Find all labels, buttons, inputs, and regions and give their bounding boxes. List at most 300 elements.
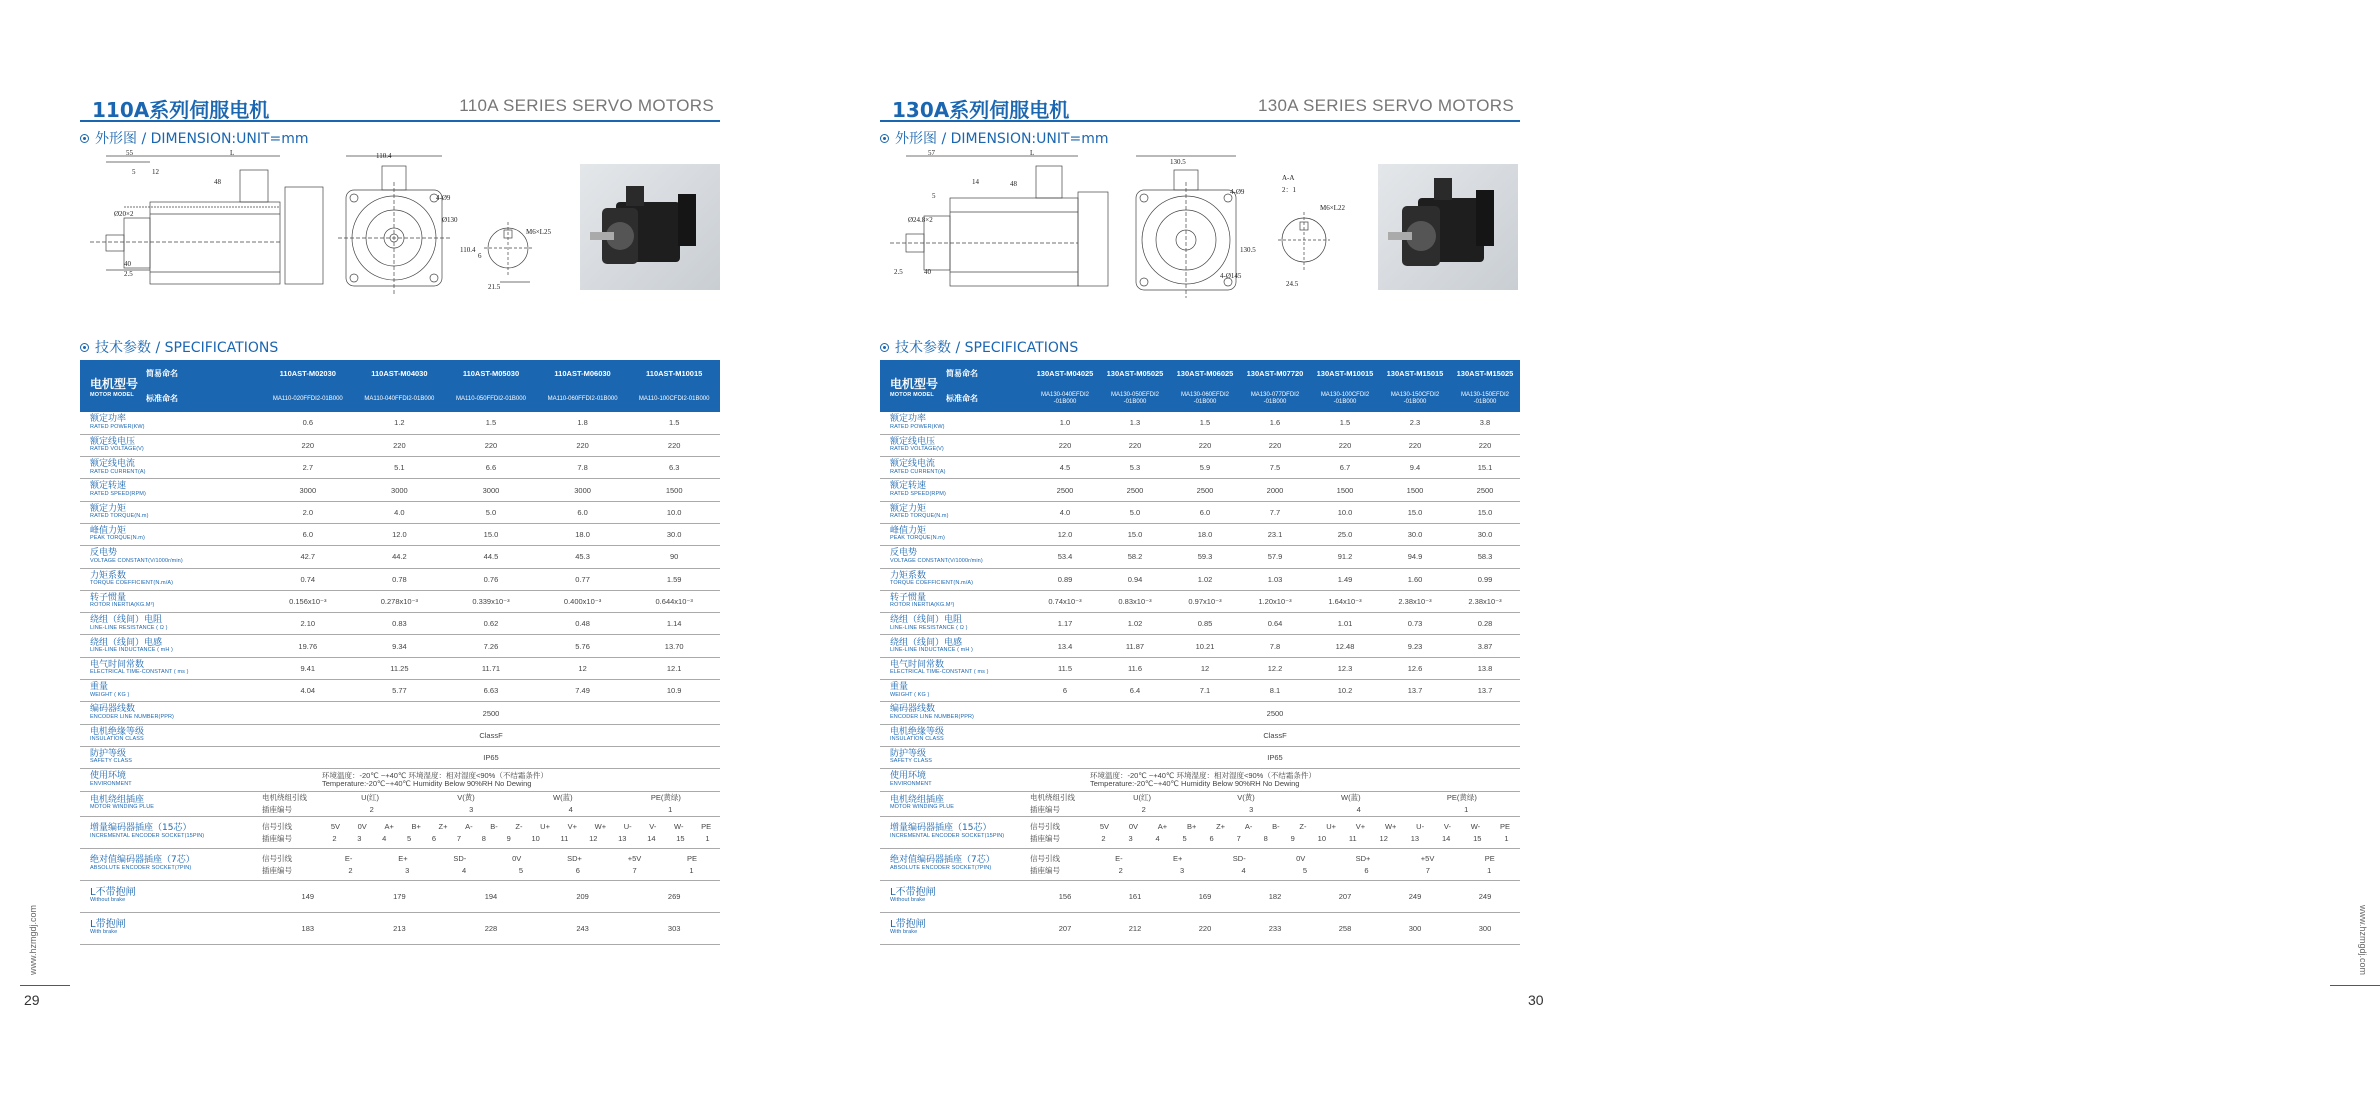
param-name-cn: 电气时间常数 [90, 659, 145, 670]
model-std [1240, 386, 1310, 412]
spec-value: 94.9 [1380, 546, 1450, 568]
pin-value: 4 [1356, 805, 1361, 815]
dim-label: 5 [132, 168, 136, 176]
pin-label: 电机绕组引线 [262, 793, 307, 803]
spec-row [80, 746, 720, 768]
dim-label: 4-Ø9 [436, 194, 451, 202]
pin-value: SD+ [567, 853, 582, 863]
spec-value: 3.87 [1450, 635, 1520, 657]
left-page [0, 0, 800, 1093]
param-name-en: ABSOLUTE ENCODER SOCKET(7PIN) [890, 864, 992, 871]
pin-value: 13 [618, 833, 627, 843]
param-name [80, 702, 262, 724]
pin-value: SD- [1232, 853, 1246, 863]
bullet-icon [880, 134, 889, 143]
pin-value: U+ [540, 821, 550, 831]
model-std-line: -01B000 [1263, 399, 1287, 405]
spec-value: 12.3 [1310, 657, 1380, 679]
spec-table-left [80, 360, 720, 945]
page-number: 29 [24, 992, 40, 1008]
pin-row [880, 791, 1520, 816]
pin-value: 8 [481, 833, 486, 843]
page-header [80, 92, 720, 122]
dim-label: 130.5 [1170, 158, 1186, 166]
spec-value: 42.7 [262, 546, 354, 568]
param-name [880, 724, 1030, 746]
pin-value: A+ [1157, 821, 1168, 831]
spec-value: 1.60 [1380, 568, 1450, 590]
spec-heading [880, 337, 1078, 357]
param-name [880, 912, 1030, 944]
param-name-cn: 重量 [90, 682, 109, 693]
dim-label: 110.4 [376, 152, 392, 160]
param-name [80, 434, 262, 456]
pin-row [80, 791, 720, 816]
spec-value: 7.1 [1170, 680, 1240, 702]
dim-label: 40 [924, 268, 931, 276]
spec-value: 2.3 [1380, 412, 1450, 434]
model-short: 130AST-M05025 [1100, 360, 1170, 386]
param-name-cn: 额定力矩 [90, 503, 127, 514]
spec-value: 2500 [1030, 702, 1520, 724]
pin-table [1030, 791, 1520, 816]
pin-label: 信号引线 [262, 821, 292, 831]
pin-row [880, 848, 1520, 880]
pin-value: 1 [668, 805, 673, 815]
pin-label: 电机绕组引线 [1030, 793, 1075, 803]
pin-value: 8 [1263, 833, 1268, 843]
spec-value: 7.49 [537, 680, 629, 702]
spec-value: 0.62 [445, 613, 537, 635]
param-name [80, 912, 262, 944]
spec-value: 11.5 [1030, 657, 1100, 679]
spec-value: 30.0 [628, 523, 720, 545]
dim-label: L [1030, 149, 1035, 157]
pin-value: 2 [369, 805, 374, 815]
pin-value: 2 [1141, 805, 1146, 815]
model-std-line: MA130-060EFDI2 [1180, 391, 1230, 398]
spec-value: 6.0 [537, 501, 629, 523]
spec-value: 53.4 [1030, 546, 1100, 568]
spec-row [880, 523, 1520, 545]
param-name-en: RATED CURRENT(A) [890, 468, 946, 475]
spec-value: 1.49 [1310, 568, 1380, 590]
spec-value: 7.8 [1240, 635, 1310, 657]
spec-row [880, 590, 1520, 612]
spec-value: 1.14 [628, 613, 720, 635]
spec-value: 6.0 [262, 523, 354, 545]
spec-value: 11.71 [445, 657, 537, 679]
pin-value: 6 [431, 833, 437, 843]
pin-value: PE [1484, 853, 1495, 863]
spec-value: 30.0 [1450, 523, 1520, 545]
spec-value: 220 [1170, 434, 1240, 456]
dim-label: Ø130 [442, 216, 458, 224]
model-std [1100, 386, 1170, 412]
param-name-en: LINE-LINE RESISTANCE ( Ω ) [890, 624, 968, 631]
pin-value: 7 [1236, 833, 1241, 843]
pin-value: W(蓝) [1341, 793, 1361, 803]
pin-value: W(蓝) [553, 793, 573, 803]
param-name-cn: 反电势 [90, 548, 118, 559]
pin-table [1030, 816, 1520, 848]
model-std-line: -01B000 [1123, 399, 1147, 405]
pin-value: 10 [531, 833, 540, 843]
pin-value: 3 [405, 865, 410, 875]
length-value: 212 [1100, 912, 1170, 944]
model-short: 130AST-M07720 [1240, 360, 1310, 386]
spec-value: 1.59 [628, 568, 720, 590]
spec-row [880, 657, 1520, 679]
length-value: 233 [1240, 912, 1310, 944]
param-name-en: RATED POWER(KW) [90, 423, 145, 430]
param-name-en: ELECTRICAL TIME-CONSTANT ( ms ) [90, 669, 189, 676]
param-name [880, 880, 1030, 912]
spec-value: 1.3 [1100, 412, 1170, 434]
param-name-cn: 绕组（线间）电感 [890, 637, 963, 648]
length-row [80, 880, 720, 912]
param-name-en: INSULATION CLASS [90, 736, 144, 743]
model-std-line: MA130-050EFDI2 [1110, 391, 1160, 398]
param-name [80, 680, 262, 702]
dim-label: Ø24.8×2 [908, 216, 933, 224]
spec-value: 45.3 [537, 546, 629, 568]
model-std-line: MA130-100CFDI2 [1320, 391, 1370, 398]
spec-value: 0.6 [262, 412, 354, 434]
spec-value: 5.0 [445, 501, 537, 523]
pin-value: 11 [1348, 833, 1357, 843]
model-short: 130AST-M10015 [1310, 360, 1380, 386]
spec-value: IP65 [262, 746, 720, 768]
length-row [880, 912, 1520, 944]
pin-subrow [262, 792, 720, 804]
model-short: 110AST-M10015 [628, 360, 720, 386]
pin-value: +5V [1420, 853, 1435, 863]
pin-label: 信号引线 [1030, 853, 1060, 863]
length-value: 269 [628, 880, 720, 912]
dim-label: 48 [1010, 180, 1017, 188]
spec-value: 220 [1380, 434, 1450, 456]
spec-value: 11.87 [1100, 635, 1170, 657]
param-name [880, 791, 1030, 816]
pin-value: 11 [560, 833, 569, 843]
param-name-cn: L带抱闸 [890, 918, 926, 930]
pin-value: 5 [1302, 865, 1308, 875]
pin-row [80, 816, 720, 848]
pin-value: A- [1244, 821, 1253, 831]
spec-value: 13.7 [1450, 680, 1520, 702]
spec-value: 9.23 [1380, 635, 1450, 657]
spec-value: 25.0 [1310, 523, 1380, 545]
spec-value: 0.74x10⁻³ [1030, 590, 1100, 612]
spec-row [880, 434, 1520, 456]
pin-label: 插座编号 [1030, 833, 1060, 843]
pin-value: 6 [575, 865, 580, 875]
spec-value: 2.38x10⁻³ [1450, 590, 1520, 612]
spec-row [880, 479, 1520, 501]
spec-row [80, 657, 720, 679]
spec-value: 0.76 [445, 568, 537, 590]
model-std: MA110-100CFDI2-01B000 [628, 386, 720, 412]
param-name-en: VOLTAGE CONSTANT(V/1000r/min) [90, 557, 183, 564]
spec-row [80, 680, 720, 702]
page-title: 110A系列伺服电机 [92, 98, 270, 122]
pin-value: 0V [1296, 853, 1306, 863]
spec-row [80, 613, 720, 635]
pin-value: 1 [689, 865, 694, 875]
spec-value: 19.76 [262, 635, 354, 657]
right-page [800, 0, 2368, 1093]
spec-row [80, 546, 720, 568]
spec-value: 5.76 [537, 635, 629, 657]
model-short: 110AST-M05030 [445, 360, 537, 386]
pin-value: Z+ [438, 821, 448, 831]
spec-value: 3.8 [1450, 412, 1520, 434]
length-value: 161 [1100, 880, 1170, 912]
spec-value: 11.25 [354, 657, 446, 679]
param-name-en: ENCODER LINE NUMBER(PPR) [90, 713, 174, 720]
spec-value: 1.6 [1240, 412, 1310, 434]
spec-value: 5.9 [1170, 457, 1240, 479]
param-name [80, 769, 262, 791]
pin-value: 3 [357, 833, 362, 843]
dim-label: A-A [1282, 174, 1295, 182]
param-name [80, 657, 262, 679]
param-name [80, 412, 262, 434]
length-value: 156 [1030, 880, 1100, 912]
param-name-cn: 力矩系数 [90, 570, 127, 581]
spec-value: 1.0 [1030, 412, 1100, 434]
param-name-cn: 绝对值编码器插座（7芯） [890, 855, 995, 866]
pin-value: 5 [407, 833, 412, 843]
param-name-en: LINE-LINE RESISTANCE ( Ω ) [90, 624, 168, 631]
dim-label: L [230, 149, 235, 157]
spec-value: 220 [1100, 434, 1170, 456]
param-name-en: LINE-LINE INDUCTANCE ( mH ) [90, 646, 173, 653]
param-name-cn: L不带抱闸 [90, 886, 136, 898]
pin-label: 插座编号 [262, 865, 292, 875]
param-name [80, 501, 262, 523]
pin-value: E+ [1173, 853, 1183, 863]
spec-value: 4.0 [1030, 501, 1100, 523]
model-short: 130AST-M04025 [1030, 360, 1100, 386]
spec-value: 58.2 [1100, 546, 1170, 568]
model-std: MA110-050FFDI2-01B000 [445, 386, 537, 412]
spec-value: 1.5 [628, 412, 720, 434]
pin-value: 4 [462, 865, 467, 875]
param-name-en: INCREMENTAL ENCODER SOCKET(15PIN) [90, 832, 205, 839]
spec-row [80, 568, 720, 590]
pin-label: 插座编号 [262, 833, 292, 843]
model-std: MA110-060FFDI2-01B000 [537, 386, 629, 412]
param-name-cn: L不带抱闸 [890, 886, 936, 898]
param-name-cn: 额定线电压 [890, 436, 936, 447]
page-number: 30 [1528, 992, 1544, 1008]
param-name-en: WEIGHT ( KG ) [890, 691, 930, 698]
param-name-en: RATED VOLTAGE(V) [90, 446, 144, 453]
param-name-cn: 绕组（线间）电感 [90, 637, 163, 648]
pin-value: 0V [512, 853, 522, 863]
pin-value: 3 [1249, 805, 1254, 815]
spec-value: 12.2 [1240, 657, 1310, 679]
motor-model-en: MOTOR MODEL [90, 391, 134, 398]
pin-subrow [1030, 852, 1520, 864]
model-std: MA110-020FFDI2-01B000 [262, 386, 354, 412]
model-std [1310, 386, 1380, 412]
spec-row [880, 746, 1520, 768]
param-name [80, 613, 262, 635]
length-value: 300 [1380, 912, 1450, 944]
pin-value: V(黄) [1237, 793, 1255, 803]
pin-value: W+ [1384, 821, 1397, 831]
pin-value: 0V [357, 821, 367, 831]
dim-label: M6×L22 [1320, 204, 1345, 212]
spec-row [880, 457, 1520, 479]
pin-value: U(红) [361, 793, 380, 803]
pin-value: 6 [1364, 865, 1369, 875]
param-name [880, 501, 1030, 523]
spec-value: 2500 [1030, 479, 1100, 501]
spec-value: 220 [1030, 434, 1100, 456]
param-name-cn: 使用环境 [890, 771, 927, 782]
model-std [1450, 386, 1520, 412]
spec-value: 10.0 [1310, 501, 1380, 523]
param-name-cn: 额定线电流 [890, 459, 936, 470]
dim-label: 24.5 [1286, 280, 1299, 288]
pin-subrow [1030, 804, 1520, 816]
spec-value: 12.6 [1380, 657, 1450, 679]
spec-value: 0.77 [537, 568, 629, 590]
param-name-en: LINE-LINE INDUCTANCE ( mH ) [890, 646, 973, 653]
spec-rows [80, 412, 720, 944]
pin-value: B- [1272, 821, 1280, 831]
param-name [80, 568, 262, 590]
spec-value: 10.0 [628, 501, 720, 523]
pin-row [880, 816, 1520, 848]
length-value: 213 [354, 912, 446, 944]
motor-model-cn: 电机型号 [890, 376, 939, 391]
length-value: 182 [1240, 880, 1310, 912]
model-short: 110AST-M04030 [354, 360, 446, 386]
param-name-en: RATED CURRENT(A) [90, 468, 146, 475]
pin-value: 5 [1182, 833, 1187, 843]
pin-value: 10 [1317, 833, 1327, 843]
spec-value: 10.9 [628, 680, 720, 702]
spec-value: 2500 [1100, 479, 1170, 501]
motor-model-en: MOTOR MODEL [890, 391, 934, 398]
dim-label: 4-Ø9 [1230, 188, 1245, 196]
param-name-en: RATED TORQUE(N.m) [90, 513, 149, 520]
param-name-cn: 防护等级 [890, 749, 927, 759]
param-name-cn: 电气时间常数 [890, 659, 945, 670]
pin-value: 1 [705, 833, 710, 843]
std-name-label: 标准命名 [146, 394, 179, 403]
spec-value: 2.10 [262, 613, 354, 635]
length-value: 209 [537, 880, 629, 912]
spec-value: 1500 [628, 479, 720, 501]
pin-value: PE [1499, 821, 1510, 831]
spec-value: 1.64x10⁻³ [1310, 590, 1380, 612]
param-name-cn: 额定转速 [890, 481, 927, 492]
param-name [80, 746, 262, 768]
dim-label: 2：1 [1282, 186, 1296, 194]
spec-value: 15.0 [1100, 523, 1170, 545]
pin-value: U- [623, 821, 632, 831]
length-value: 149 [262, 880, 354, 912]
param-name-cn: 电机绕组插座 [90, 794, 145, 805]
env-line: Temperature:-20℃~+40℃ Humidity Below 90%RH No Dewing [322, 778, 532, 788]
spec-value: 10.2 [1310, 680, 1380, 702]
pin-subrow [262, 820, 720, 832]
pin-value: 13 [1410, 833, 1420, 843]
spec-value: 2.38x10⁻³ [1380, 590, 1450, 612]
model-std-line: -01B000 [1403, 399, 1427, 405]
spec-value: 6.6 [445, 457, 537, 479]
spec-value: 12.48 [1310, 635, 1380, 657]
spec-value: 18.0 [537, 523, 629, 545]
param-name [880, 613, 1030, 635]
param-name-cn: 转子惯量 [90, 592, 127, 603]
model-short: 130AST-M06025 [1170, 360, 1240, 386]
spec-value: 0.156x10⁻³ [262, 590, 354, 612]
spec-value: 5.0 [1100, 501, 1170, 523]
param-name [80, 457, 262, 479]
pin-value: SD- [453, 853, 467, 863]
spec-value: 57.9 [1240, 546, 1310, 568]
dim-label: 12 [152, 168, 159, 176]
param-name [880, 635, 1030, 657]
param-name-en: SAFETY CLASS [890, 758, 933, 765]
spec-row [80, 434, 720, 456]
length-value: 207 [1030, 912, 1100, 944]
spec-value: 3000 [354, 479, 446, 501]
spec-value: 1.5 [1310, 412, 1380, 434]
pin-subrow [262, 804, 720, 816]
spec-value: 7.26 [445, 635, 537, 657]
param-name [880, 769, 1030, 791]
std-name-label: 标准命名 [946, 394, 979, 403]
spec-row [880, 724, 1520, 746]
spec-value: 0.78 [354, 568, 446, 590]
pin-value: 7 [632, 865, 637, 875]
pin-value: 2 [1101, 833, 1106, 843]
pin-value: V+ [567, 821, 577, 831]
param-name [880, 412, 1030, 434]
spec-value: 13.70 [628, 635, 720, 657]
spec-value: 1500 [1310, 479, 1380, 501]
pin-value: 3 [469, 805, 474, 815]
spec-value: 8.1 [1240, 680, 1310, 702]
dimension-drawing [80, 149, 580, 302]
param-name-cn: 电机绝缘等级 [890, 726, 945, 737]
spec-value: 0.89 [1030, 568, 1100, 590]
pin-value: U- [1416, 821, 1425, 831]
pin-subrow [262, 832, 720, 844]
spec-value: 6.3 [628, 457, 720, 479]
spec-rows [880, 412, 1520, 944]
param-name-cn: 额定功率 [890, 414, 927, 425]
pin-value: 3 [1180, 865, 1185, 875]
spec-value: 2000 [1240, 479, 1310, 501]
spec-value: 0.73 [1380, 613, 1450, 635]
spec-value: 90 [628, 546, 720, 568]
param-name-cn: 额定功率 [90, 414, 127, 425]
spec-table-right [880, 360, 1520, 945]
spec-value: 0.83 [354, 613, 446, 635]
param-name-cn: 额定力矩 [890, 503, 927, 514]
page-header [880, 92, 1520, 122]
pin-value: U(红) [1133, 793, 1152, 803]
